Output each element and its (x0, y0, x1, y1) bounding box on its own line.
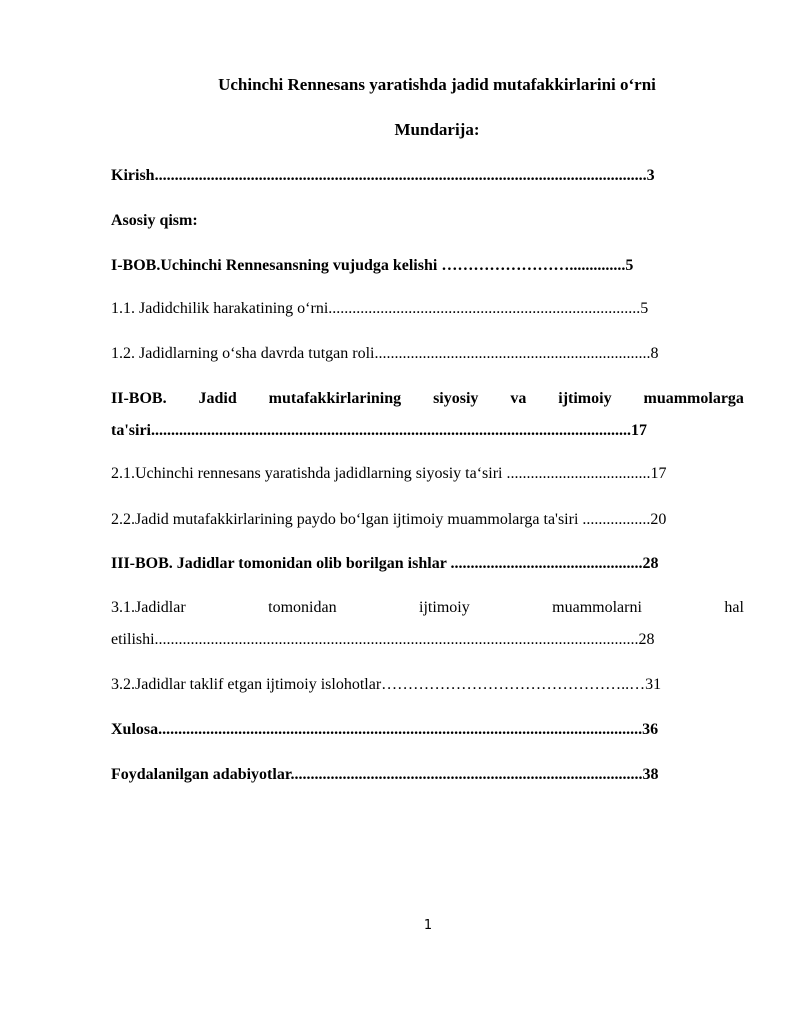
toc-heading: Mundarija: (394, 120, 480, 139)
toc-word: muammolarga (643, 390, 744, 407)
toc-entry-bob2-cont: ta'siri........................................................................................................................17 (111, 422, 647, 439)
toc-entry-bob3: III-BOB. Jadidlar tomonidan olib borilgan ishlar ................................................28 (111, 555, 659, 572)
toc-word: hal (724, 599, 744, 616)
toc-word: siyosiy (433, 390, 479, 407)
toc-entry-3-2: 3.2.Jadidlar taklif etgan ijtimoiy islohotlar………………………………………..…31 (111, 676, 662, 693)
toc-entry-3-1 (111, 598, 744, 618)
toc-word: ijtimoiy (419, 599, 470, 616)
toc-word: mutafakkirlarining (268, 390, 402, 407)
toc-entry-2-1: 2.1.Uchinchi rennesans yaratishda jadidlarning siyosiy ta‘siri ....................................17 (111, 465, 667, 482)
toc-entry-bob1: I-BOB.Uchinchi Rennesansning vujudga kelishi ……………………..............5 (111, 257, 634, 274)
toc-word: tomonidan (268, 599, 337, 616)
toc-word: 3.1.Jadidlar (111, 599, 186, 616)
toc-entry-1-1: 1.1. Jadidchilik harakatining o‘rni..............................................................................5 (111, 300, 649, 317)
toc-section-asosiy: Asosiy qism: (111, 212, 198, 229)
toc-word: muammolarni (552, 599, 642, 616)
page-number: 1 (423, 918, 433, 933)
toc-entry-1-2: 1.2. Jadidlarning o‘sha davrda tutgan roli.....................................................................8 (111, 345, 659, 362)
toc-entry-adabiyot: Foydalanilgan adabiyotlar........................................................................................38 (111, 766, 659, 783)
toc-word: va (510, 390, 527, 407)
page-title: Uchinchi Rennesans yaratishda jadid mutafakkirlarini o‘rni (218, 75, 656, 94)
toc-entry-bob2 (111, 389, 744, 409)
toc-entry-2-2: 2.2.Jadid mutafakkirlarining paydo bo‘lgan ijtimoiy muammolarga ta'siri .................20 (111, 511, 667, 528)
toc-word: II-BOB. (111, 390, 167, 407)
toc-entry-xulosa: Xulosa.........................................................................................................................36 (111, 721, 659, 738)
toc-entry-kirish: Kirish...........................................................................................................................3 (111, 167, 655, 184)
toc-word: ijtimoiy (558, 390, 612, 407)
toc-word: Jadid (198, 390, 237, 407)
toc-entry-3-1-cont: etilishi.........................................................................................................................28 (111, 631, 655, 648)
